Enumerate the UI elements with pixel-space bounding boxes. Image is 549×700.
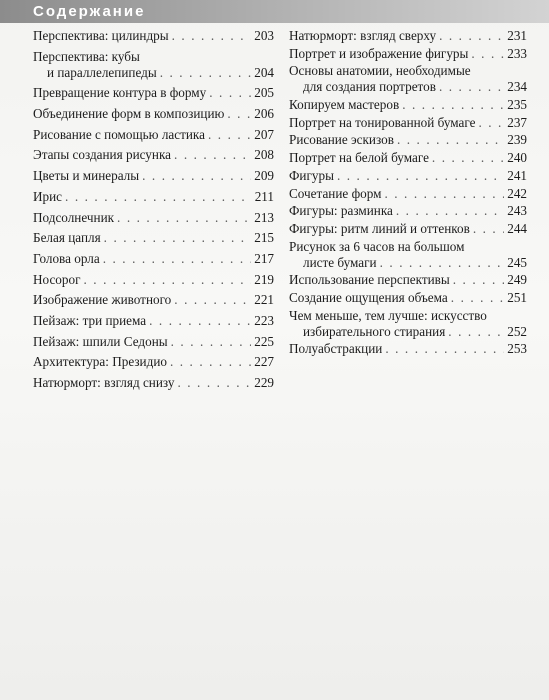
toc-entry[interactable] (289, 132, 527, 148)
dot-leader (439, 28, 504, 44)
toc-entry-title: Фигуры (289, 167, 334, 183)
toc-entry[interactable] (289, 28, 527, 44)
toc-page-number: 225 (254, 333, 274, 349)
toc-page-number: 242 (507, 185, 527, 201)
toc-entry[interactable] (289, 63, 527, 95)
toc-entry-title: Портрет на тонированной бумаге (289, 114, 476, 130)
toc-entry[interactable] (33, 189, 274, 205)
toc-entry[interactable] (33, 272, 274, 288)
toc-page-number: 211 (254, 188, 274, 204)
toc-page-number: 243 (507, 203, 527, 219)
dot-leader (473, 221, 504, 237)
toc-entry-title: для создания портретов (303, 79, 436, 95)
toc-entry-title: Пейзаж: шпили Седоны (33, 333, 168, 349)
toc-entry[interactable] (289, 97, 527, 113)
dot-leader (84, 272, 252, 288)
toc-entry[interactable] (33, 375, 274, 391)
dot-leader (172, 28, 252, 44)
toc-page-number: 209 (254, 168, 274, 184)
toc-entry-title: Чем меньше, тем лучше: искусство (289, 307, 487, 323)
toc-entry[interactable] (33, 85, 274, 101)
toc-entry[interactable] (289, 115, 527, 131)
toc-entry-title: Рисунок за 6 часов на большом (289, 238, 465, 254)
toc-page-number: 253 (507, 341, 527, 357)
dot-leader (65, 189, 252, 205)
dot-leader (171, 334, 252, 350)
toc-page-number: 221 (254, 292, 274, 308)
dot-leader (432, 150, 504, 166)
toc-entry-title: Изображение животного (33, 292, 172, 308)
toc-entry[interactable] (289, 290, 527, 306)
dot-leader (209, 85, 251, 101)
toc-entry-title: Использование перспективы (289, 272, 450, 288)
dot-leader (160, 65, 252, 81)
dot-leader (177, 375, 251, 391)
toc-page-number: 204 (254, 64, 274, 80)
toc-entry[interactable] (33, 106, 274, 122)
toc-entry[interactable] (289, 203, 527, 219)
toc-page-number: 240 (507, 150, 527, 166)
toc-column-right (289, 28, 527, 359)
toc-entry-title: Рисование эскизов (289, 132, 394, 148)
toc-entry[interactable] (33, 230, 274, 246)
toc-page-number: 244 (507, 220, 527, 236)
toc-entry-title: листе бумаги (303, 254, 377, 270)
toc-page-number: 239 (507, 132, 527, 148)
toc-entry-title: Создание ощущения объема (289, 289, 448, 305)
toc-page-number: 251 (507, 289, 527, 305)
toc-entry-title: Рисование с помощью ластика (33, 126, 205, 142)
toc-entry-title: Натюрморт: взгляд снизу (33, 375, 175, 390)
toc-entry[interactable] (289, 168, 527, 184)
toc-entry[interactable] (289, 308, 527, 340)
toc-entry[interactable] (33, 28, 274, 44)
toc-entry[interactable] (33, 127, 274, 143)
toc-entry[interactable] (289, 341, 527, 357)
toc-page-number: 219 (254, 271, 274, 287)
toc-page-number: 203 (254, 28, 274, 43)
dot-leader (448, 324, 504, 340)
toc-entry[interactable] (289, 272, 527, 288)
toc-entry-title: Ирис (33, 188, 63, 204)
dot-leader (396, 203, 504, 219)
toc-entry-title: Цветы и минералы (33, 168, 140, 184)
dot-leader (453, 272, 504, 288)
dot-leader (117, 210, 251, 226)
toc-entry-title: Пейзаж: три приема (33, 312, 147, 328)
toc-page-number: 231 (507, 28, 527, 43)
dot-leader (208, 127, 251, 143)
toc-column-left (33, 28, 274, 396)
toc-page-number: 237 (507, 114, 527, 130)
dot-leader (174, 292, 251, 308)
dot-leader (478, 115, 504, 131)
toc-page-number: 245 (507, 254, 527, 270)
toc-page-number: 235 (507, 97, 527, 113)
header-bar (0, 0, 549, 23)
toc-page-number: 205 (254, 85, 274, 101)
dot-leader (402, 97, 504, 113)
dot-leader (174, 147, 251, 163)
toc-entry-title: Перспектива: кубы (33, 48, 140, 64)
dot-leader (439, 79, 504, 95)
toc-entry-title: Копируем мастеров (289, 97, 400, 113)
dot-leader (149, 313, 251, 329)
toc-entry[interactable] (33, 292, 274, 308)
toc-page-number: 208 (254, 147, 274, 163)
toc-entry-title: Основы анатомии, необходимые (289, 63, 471, 79)
toc-entry-title: Носорог (33, 271, 81, 287)
toc-page-number: 213 (254, 209, 274, 225)
dot-leader (397, 132, 504, 148)
toc-entry-title: Перспектива: цилиндры (33, 28, 169, 43)
toc-page-number: 233 (507, 45, 527, 61)
toc-entry[interactable] (33, 210, 274, 226)
toc-entry-title: Голова орла (33, 250, 100, 266)
toc-page-number: 206 (254, 106, 274, 122)
toc-page-number: 207 (254, 126, 274, 142)
toc-page-number: 234 (507, 79, 527, 95)
toc-entry[interactable] (289, 221, 527, 237)
dot-leader (227, 106, 251, 122)
dot-leader (170, 354, 251, 370)
dot-leader (337, 168, 504, 184)
toc-entry-title: и параллелепипеды (47, 64, 157, 80)
toc-entry-title: Превращение контура в форму (33, 85, 207, 101)
dot-leader (380, 255, 505, 271)
toc-entry[interactable] (33, 49, 274, 81)
toc-entry[interactable] (33, 251, 274, 267)
toc-entry[interactable] (33, 168, 274, 184)
toc-entry-title: Этапы создания рисунка (33, 147, 172, 163)
toc-entry-title: Белая цапля (33, 230, 101, 246)
toc-entry-title: Натюрморт: взгляд сверху (289, 28, 437, 43)
toc-page-number: 223 (254, 312, 274, 328)
toc-entry[interactable] (289, 46, 527, 62)
toc-page-number: 252 (507, 323, 527, 339)
toc-heading: Содержание (33, 3, 146, 20)
toc-entry[interactable] (289, 239, 527, 271)
dot-leader (451, 290, 504, 306)
dot-leader (103, 251, 252, 267)
toc-entry-title: Фигуры: ритм линий и оттенков (289, 220, 470, 236)
dot-leader (384, 186, 504, 202)
dot-leader (471, 46, 504, 62)
toc-page-number: 227 (254, 354, 274, 370)
toc-entry[interactable] (33, 354, 274, 370)
toc-entry[interactable] (289, 150, 527, 166)
toc-entry-title: Подсолнечник (33, 209, 115, 225)
dot-leader (104, 230, 252, 246)
dot-leader (385, 341, 504, 357)
toc-entry-title: избирательного стирания (303, 323, 446, 339)
toc-page-number: 241 (507, 167, 527, 183)
toc-entry-title: Объединение форм в композицию (33, 106, 225, 122)
dot-leader (142, 168, 251, 184)
toc-page-number: 229 (254, 375, 274, 390)
toc-entry-title: Архитектура: Президио (33, 354, 167, 370)
toc-entry[interactable] (33, 147, 274, 163)
toc-entry-title: Сочетание форм (289, 185, 382, 201)
toc-entry[interactable] (289, 186, 527, 202)
toc-page-number: 217 (254, 250, 274, 266)
toc-entry-title: Портрет на белой бумаге (289, 150, 429, 166)
toc-entry[interactable] (33, 313, 274, 329)
toc-entry-title: Портрет и изображение фигуры (289, 45, 469, 61)
toc-page-number: 215 (254, 230, 274, 246)
toc-entry-title: Полуабстракции (289, 341, 383, 357)
toc-page-number: 249 (507, 272, 527, 288)
toc-entry-title: Фигуры: разминка (289, 203, 393, 219)
toc-entry[interactable] (33, 334, 274, 350)
